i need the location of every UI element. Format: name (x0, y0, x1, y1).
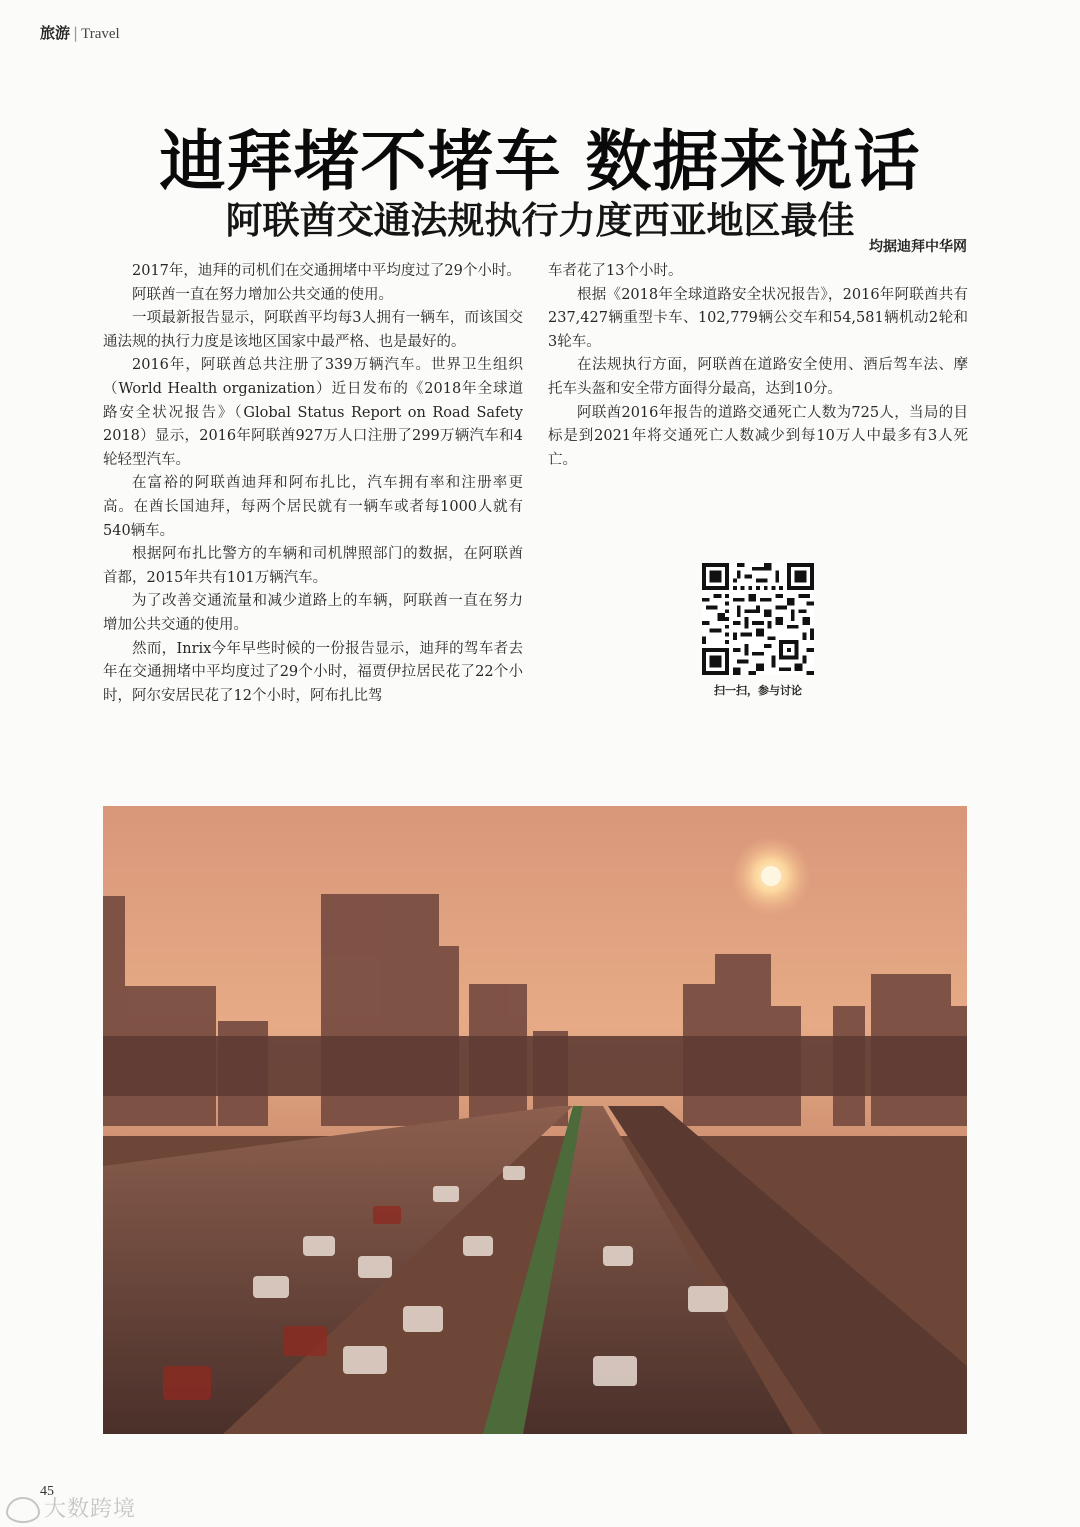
page-number: 45 (40, 1484, 54, 1499)
paragraph: 根据《2018年全球道路安全状况报告》，2016年阿联酋共有237,427辆重型卡车、102,779辆公交车和54,581辆机动2轮和3轮车。 (548, 286, 968, 350)
article-title: 迪拜堵不堵车 数据来说话 (159, 123, 921, 200)
article-source: 均据迪拜中华网 (869, 239, 967, 255)
right-column (548, 260, 968, 472)
paragraph-continuation: 车者花了13个小时。 (548, 263, 683, 279)
paragraph: 2017年，迪拜的司机们在交通拥堵中平均度过了29个小时。 (132, 263, 521, 279)
section-tag (40, 22, 120, 43)
section-separator: | (73, 24, 79, 42)
section-name-cn: 旅游 (40, 24, 71, 42)
qr-code[interactable] (702, 563, 814, 675)
qr-block (700, 563, 816, 698)
paragraph: 2016年，阿联酋总共注册了339万辆汽车。世界卫生组织（World Health organization）近日发布的《2018年全球道路安全状况报告》（Global Status Report on Road Safety 2018）显示，2016年阿联酋927万人口注册了299万辆汽车和4轮轻型汽车。 (103, 357, 523, 468)
paragraph: 在富裕的阿联酋迪拜和阿布扎比，汽车拥有率和注册率更高。在酋长国迪拜，每两个居民就有一辆车或者每1000人就有540辆车。 (103, 475, 523, 539)
paragraph: 然而，Inrix今年早些时候的一份报告显示，迪拜的驾车者去年在交通拥堵中平均度过了29个小时，福贾伊拉居民花了22个小时，阿尔安居民花了12个小时，阿布扎比驾 (103, 640, 523, 704)
article-subtitle: 阿联酋交通法规执行力度西亚地区最佳 (225, 198, 855, 242)
left-column (103, 260, 523, 708)
watermark (6, 1492, 136, 1523)
watermark-text: 大数跨境 (44, 1497, 137, 1522)
qr-caption: 扫一扫，参与讨论 (714, 684, 802, 697)
paragraph: 根据阿布扎比警方的车辆和司机牌照部门的数据，在阿联酋首都，2015年共有101万辆汽车。 (103, 546, 523, 586)
paragraph: 阿联酋2016年报告的道路交通死亡人数为725人，当局的目标是到2021年将交通死亡人数减少到每10万人中最多有3人死亡。 (548, 404, 968, 468)
paragraph: 在法规执行方面，阿联酋在道路安全使用、酒后驾车法、摩托车头盔和安全带方面得分最高，达到10分。 (548, 357, 968, 397)
section-name-en: Travel (81, 26, 120, 42)
traffic-photo (103, 806, 967, 1434)
paragraph: 阿联酋一直在努力增加公共交通的使用。 (132, 286, 393, 303)
paragraph: 一项最新报告显示，阿联酋平均每3人拥有一辆车，而该国交通法规的执行力度是该地区国家中最严格、也是最好的。 (103, 310, 523, 350)
paragraph: 为了改善交通流量和减少道路上的车辆，阿联酋一直在努力增加公共交通的使用。 (103, 593, 523, 633)
watermark-logo-icon (6, 1497, 40, 1523)
